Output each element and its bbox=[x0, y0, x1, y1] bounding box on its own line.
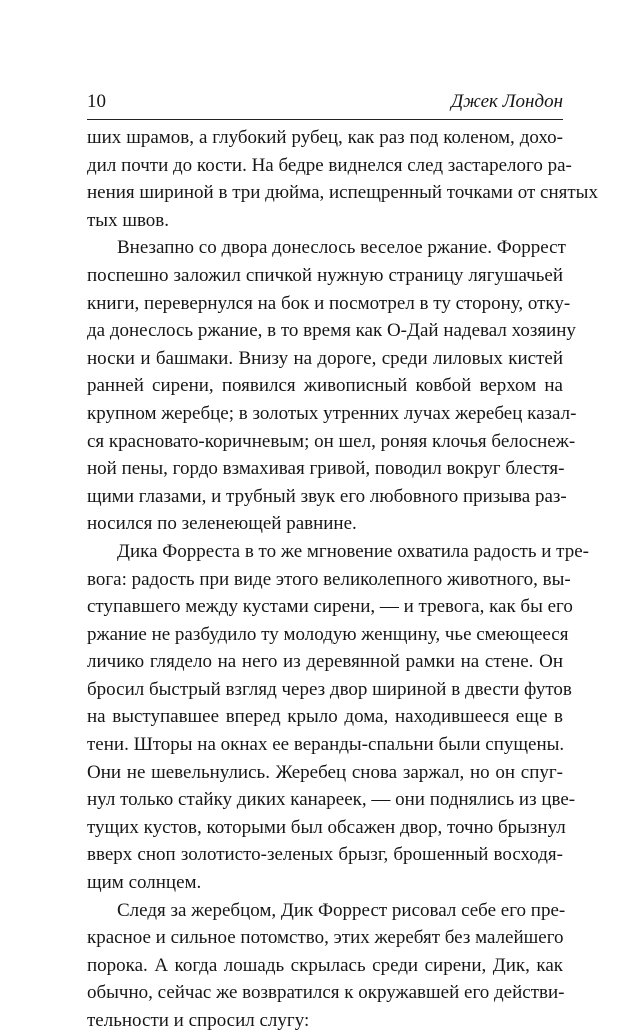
text-line: на выступавшее вперед крыло дома, находившееся еще в bbox=[87, 706, 563, 728]
paragraph bbox=[87, 897, 566, 1035]
page-number: 10 bbox=[87, 91, 106, 112]
text-line: обычно, сейчас же возвратился к окружавшей его действи- bbox=[87, 982, 565, 1004]
text-line: ступавшего между кустами сирени, — и тревога, как бы его bbox=[87, 596, 573, 618]
text-line: щим солнцем. bbox=[87, 872, 202, 894]
running-title: Джек Лондон bbox=[451, 91, 563, 112]
text-line: крупном жеребце; в золотых утренних лучах жеребец казал- bbox=[87, 402, 577, 424]
text-line: вверх сноп золотисто-зеленых брызг, брошенный восходя- bbox=[87, 844, 563, 866]
paragraph bbox=[87, 538, 589, 897]
text-line: да донеслось ржание, в то время как О-Дай надевал хозяину bbox=[87, 320, 576, 342]
paragraph bbox=[87, 124, 598, 234]
page-header bbox=[87, 89, 563, 115]
header-rule bbox=[87, 119, 563, 120]
text-line: ржание не разбудило ту молодую женщину, чье смеющееся bbox=[87, 623, 569, 645]
text-line: Следя за жеребцом, Дик Форрест рисовал себе его пре- bbox=[117, 899, 566, 921]
text-line: личико глядело на него из деревянной рамки на стене. Он bbox=[87, 651, 563, 673]
text-line: Они не шевельнулись. Жеребец снова заржал, но он спуг- bbox=[87, 761, 563, 783]
text-line: тени. Шторы на окнах ее веранды-спальни были спущены. bbox=[87, 734, 565, 756]
text-line: нения шириной в три дюйма, испещренный точками от снятых bbox=[87, 182, 598, 204]
text-line: ной пены, гордо взмахивая гривой, поводил вокруг блестя- bbox=[87, 458, 565, 480]
text-line: ся красновато-коричневым; он шел, роняя клочья белоснеж- bbox=[87, 430, 576, 452]
text-line: носки и башмаки. Внизу на дороге, среди лиловых кистей bbox=[87, 347, 563, 369]
text-line: книги, перевернулся на бок и посмотрел в ту сторону, отку- bbox=[87, 292, 571, 314]
text-line: Дика Форреста в то же мгновение охватила радость и тре- bbox=[117, 540, 589, 562]
text-line: щими глазами, и трубный звук его любовного призыва раз- bbox=[87, 485, 567, 507]
text-line: порока. А когда лошадь скрылась среди сирени, Дик, как bbox=[87, 954, 563, 976]
text-line: красное и сильное потомство, этих жеребят без малейшего bbox=[87, 927, 564, 949]
text-line: дил почти до кости. На бедре виднелся след застарелого ра- bbox=[87, 154, 572, 176]
text-line: ранней сирени, появился живописный ковбой верхом на bbox=[87, 375, 563, 397]
text-line: Внезапно со двора донеслось веселое ржание. Форрест bbox=[117, 237, 566, 259]
text-line: тых швов. bbox=[87, 209, 170, 231]
text-line: поспешно заложил спичкой нужную страницу лягушачьей bbox=[87, 264, 563, 286]
text-line: нул только стайку диких канареек, — они поднялись из цве- bbox=[87, 789, 576, 811]
text-line: тущих кустов, которыми был обсажен двор, точно брызнул bbox=[87, 816, 566, 838]
body-text bbox=[87, 124, 598, 1035]
text-line: тельности и спросил слугу: bbox=[87, 1010, 310, 1031]
paragraph bbox=[87, 234, 577, 538]
text-line: ших шрамов, а глубокий рубец, как раз под коленом, дохо- bbox=[87, 127, 563, 148]
text-line: носился по зеленеющей равнине. bbox=[87, 513, 357, 535]
text-line: бросил быстрый взгляд через двор шириной в двести футов bbox=[87, 678, 572, 700]
text-line: вога: радость при виде этого великолепного животного, вы- bbox=[87, 568, 571, 590]
